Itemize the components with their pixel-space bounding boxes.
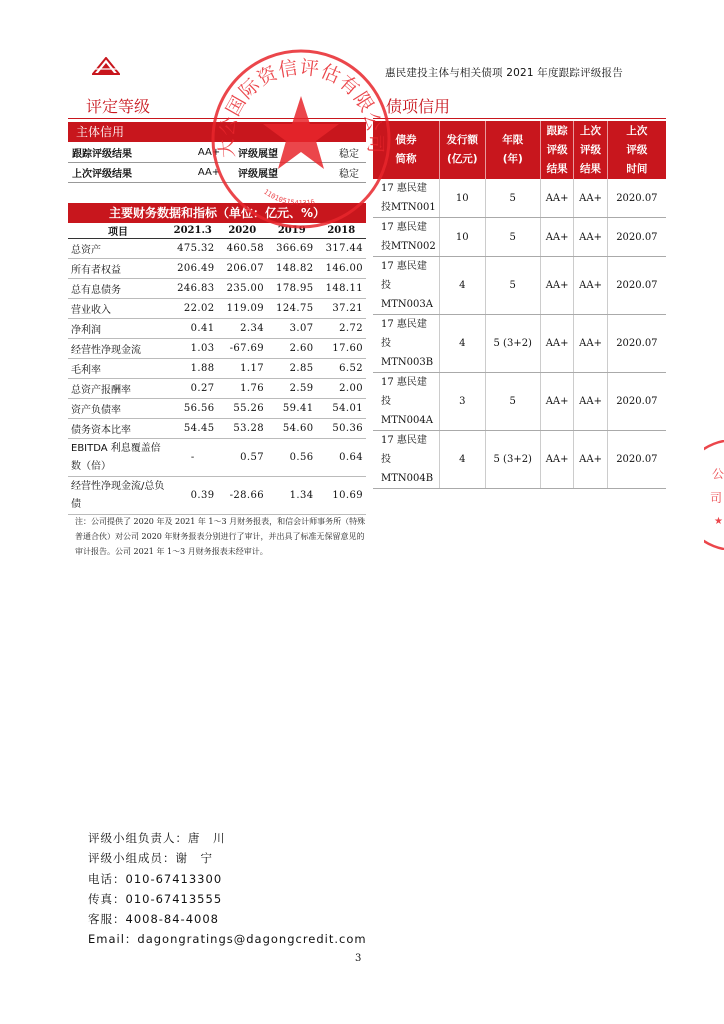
financial-value: 0.64 <box>317 439 367 477</box>
issuer-label: 上次评级结果 <box>68 163 184 183</box>
financial-item-label: 营业收入 <box>68 299 168 319</box>
financial-value: 17.60 <box>317 339 367 359</box>
financial-value: 2.34 <box>218 319 268 339</box>
table-row <box>373 218 666 257</box>
financials-bar: 主要财务数据和指标（单位：亿元、%） <box>68 203 366 223</box>
financial-value: 366.69 <box>267 239 317 259</box>
table-row <box>68 279 366 299</box>
bond-previous: AA+ <box>574 373 607 431</box>
bond-amount: 10 <box>440 179 486 218</box>
bond-date: 2020.07 <box>607 179 666 218</box>
bond-previous: AA+ <box>574 315 607 373</box>
financial-value: 59.41 <box>267 399 317 419</box>
bond-current: AA+ <box>540 257 573 315</box>
column-header-line: 评级 <box>626 143 648 156</box>
table-row <box>68 319 366 339</box>
table-row <box>68 239 366 259</box>
contacts-block <box>88 828 367 950</box>
financials-table <box>68 223 366 515</box>
issuer-credit-bar: 主体信用 <box>68 122 366 142</box>
column-header-line: 上次 <box>626 124 648 137</box>
financial-value: 1.17 <box>218 359 268 379</box>
bond-date: 2020.07 <box>607 218 666 257</box>
financial-item-label: 毛利率 <box>68 359 168 379</box>
bond-current: AA+ <box>540 218 573 257</box>
report-header-title: 惠民建投主体与相关债项 2021 年度跟踪评级报告 <box>385 67 623 79</box>
table-row <box>68 299 366 319</box>
column-header-line: 年限 <box>502 134 524 146</box>
financial-item-label: 经营性净现金流/总负债 <box>68 477 168 515</box>
bond-name-line: 17 惠民建 <box>381 319 427 330</box>
bond-name-line: 投MTN004B <box>381 454 434 484</box>
section-title-rating: 评定等级 <box>86 97 151 116</box>
financial-value: 246.83 <box>168 279 218 299</box>
column-header <box>540 121 573 179</box>
bond-name-line: 17 惠民建 <box>381 183 427 194</box>
table-row <box>68 379 366 399</box>
financial-value: 0.41 <box>168 319 218 339</box>
column-header: 2019 <box>267 223 317 239</box>
phone-number: 电话：010-67413300 <box>88 871 223 886</box>
financial-item-label: 总资产报酬率 <box>68 379 168 399</box>
svg-text:公: 公 <box>712 467 724 481</box>
financial-value: 55.26 <box>218 399 268 419</box>
column-header <box>440 121 486 179</box>
financials-note: 注：公司提供了 2020 年及 2021 年 1～3 月财务报表，和信会计师事务所（特殊普通合伙）对公司 2020 年财务报表分别进行了审计，并出具了标准无保留意见的审计报告。公司 2021 年 1～3 月财务报表未经审计。 <box>75 517 366 556</box>
financial-item-label: EBITDA 利息覆盖倍数（倍） <box>68 439 168 477</box>
bond-term: 5 <box>485 373 540 431</box>
bond-current: AA+ <box>540 315 573 373</box>
svg-text:大公国际资信评估有限公司: 大公国际资信评估有限公司 <box>215 56 387 159</box>
financial-value: 0.56 <box>267 439 317 477</box>
column-header-line: 评级 <box>546 143 568 156</box>
service-hotline: 客服：4008-84-4008 <box>88 912 219 927</box>
financial-value: 119.09 <box>218 299 268 319</box>
table-row <box>373 179 666 218</box>
financial-value: 146.00 <box>317 259 367 279</box>
column-header-line: 结果 <box>546 162 568 175</box>
dagong-logo-icon <box>92 57 120 75</box>
issuer-label: 跟踪评级结果 <box>68 143 184 163</box>
financial-value: 206.49 <box>168 259 218 279</box>
bond-term: 5 (3+2) <box>485 315 540 373</box>
financial-value: 475.32 <box>168 239 218 259</box>
column-header-line: (亿元) <box>446 153 478 165</box>
financial-value: 54.60 <box>267 419 317 439</box>
financial-item-label: 净利润 <box>68 319 168 339</box>
column-header-line: (年) <box>502 153 523 165</box>
column-header-line: 跟踪 <box>546 124 568 137</box>
financial-value: 0.27 <box>168 379 218 399</box>
financial-value: 10.69 <box>317 477 367 515</box>
column-header-line: 简称 <box>395 153 417 165</box>
table-header-row <box>373 121 666 179</box>
financial-value: 206.07 <box>218 259 268 279</box>
bond-previous: AA+ <box>574 179 607 218</box>
financial-item-label: 资产负债率 <box>68 399 168 419</box>
financial-value: 2.59 <box>267 379 317 399</box>
bond-amount: 4 <box>440 315 486 373</box>
column-header: 项目 <box>68 223 168 239</box>
financial-item-label: 总资产 <box>68 239 168 259</box>
financial-value: 3.07 <box>267 319 317 339</box>
financial-value: 1.34 <box>267 477 317 515</box>
column-header: 2021.3 <box>168 223 218 239</box>
financial-value: 2.60 <box>267 339 317 359</box>
financial-item-label: 经营性净现金流 <box>68 339 168 359</box>
bond-current: AA+ <box>540 431 573 489</box>
bond-amount: 3 <box>440 373 486 431</box>
financial-value: 148.11 <box>317 279 367 299</box>
bond-current: AA+ <box>540 179 573 218</box>
table-row <box>373 373 666 431</box>
financial-value: 50.36 <box>317 419 367 439</box>
bond-date: 2020.07 <box>607 315 666 373</box>
table-row <box>373 431 666 489</box>
svg-text:司: 司 <box>710 491 723 505</box>
divider <box>373 118 666 119</box>
outlook-value: 稳定 <box>332 143 366 163</box>
financial-value: 1.03 <box>168 339 218 359</box>
bond-name-line: 投MTN002 <box>381 241 436 252</box>
column-header-line: 评级 <box>580 143 602 156</box>
bond-previous: AA+ <box>574 257 607 315</box>
bond-term: 5 (3+2) <box>485 431 540 489</box>
financial-value: -67.69 <box>218 339 268 359</box>
bond-date: 2020.07 <box>607 373 666 431</box>
bond-term: 5 <box>485 218 540 257</box>
fax-number: 传真：010-67413555 <box>88 891 223 906</box>
bond-name-line: 投MTN003B <box>381 338 434 368</box>
edge-seal-icon <box>704 440 724 550</box>
table-row <box>68 359 366 379</box>
bond-name-line: 17 惠民建 <box>381 222 427 233</box>
bond-name-line: 17 惠民建 <box>381 377 427 388</box>
financial-value: 2.72 <box>317 319 367 339</box>
issuer-value: AA+ <box>184 163 234 183</box>
financial-value: 37.21 <box>317 299 367 319</box>
email-address: Email：dagongratings@dagongcredit.com <box>88 932 367 947</box>
page-number: 3 <box>355 953 362 964</box>
column-header <box>485 121 540 179</box>
column-header <box>574 121 607 179</box>
table-row <box>373 257 666 315</box>
bond-current: AA+ <box>540 373 573 431</box>
financial-item-label: 总有息债务 <box>68 279 168 299</box>
financial-value: 148.82 <box>267 259 317 279</box>
rating-members: 评级小组成员：谢 宁 <box>88 851 213 866</box>
bond-amount: 10 <box>440 218 486 257</box>
outlook-label: 评级展望 <box>234 143 332 163</box>
bond-name-line: 投MTN001 <box>381 202 436 213</box>
column-header-line: 债券 <box>395 134 417 146</box>
section-title-bond-credit: 债项信用 <box>386 97 451 116</box>
outlook-value: 稳定 <box>332 163 366 183</box>
financial-item-label: 债务资本比率 <box>68 419 168 439</box>
company-seal-icon <box>206 44 396 234</box>
table-row <box>68 259 366 279</box>
bond-name-line: 17 惠民建 <box>381 435 427 446</box>
financial-value: 2.85 <box>267 359 317 379</box>
financial-value: 56.56 <box>168 399 218 419</box>
financial-value: -28.66 <box>218 477 268 515</box>
bond-previous: AA+ <box>574 431 607 489</box>
financial-item-label: 所有者权益 <box>68 259 168 279</box>
column-header-line: 发行额 <box>446 134 479 146</box>
financial-value: 235.00 <box>218 279 268 299</box>
column-header: 2018 <box>317 223 367 239</box>
bond-name-line: 投MTN003A <box>381 280 433 310</box>
financial-value: 0.57 <box>218 439 268 477</box>
financial-value: - <box>168 439 218 477</box>
financial-value: 1.76 <box>218 379 268 399</box>
bond-name <box>373 257 440 315</box>
svg-text:1101051541316: 1101051541316 <box>262 187 316 208</box>
bond-name-line: 17 惠民建 <box>381 261 427 272</box>
financial-value: 6.52 <box>317 359 367 379</box>
table-row <box>68 399 366 419</box>
column-header-line: 上次 <box>580 124 602 137</box>
bond-name <box>373 373 440 431</box>
financial-value: 54.01 <box>317 399 367 419</box>
table-row <box>68 439 366 477</box>
column-header <box>607 121 666 179</box>
financial-value: 317.44 <box>317 239 367 259</box>
issuer-value: AA+ <box>184 143 234 163</box>
bond-date: 2020.07 <box>607 257 666 315</box>
svg-text:★: ★ <box>714 516 723 527</box>
bond-name <box>373 315 440 373</box>
bond-term: 5 <box>485 257 540 315</box>
table-row <box>68 419 366 439</box>
financial-value: 2.00 <box>317 379 367 399</box>
bond-name-line: 投MTN004A <box>381 396 433 426</box>
table-row <box>68 477 366 515</box>
bond-amount: 4 <box>440 431 486 489</box>
financial-value: 178.95 <box>267 279 317 299</box>
financial-value: 0.39 <box>168 477 218 515</box>
table-row <box>68 339 366 359</box>
bond-amount: 4 <box>440 257 486 315</box>
financial-value: 1.88 <box>168 359 218 379</box>
bond-name <box>373 431 440 489</box>
bond-term: 5 <box>485 179 540 218</box>
column-header: 2020 <box>218 223 268 239</box>
financial-value: 22.02 <box>168 299 218 319</box>
outlook-label: 评级展望 <box>234 163 332 183</box>
rating-leader: 评级小组负责人：唐 川 <box>88 831 226 845</box>
column-header-line: 结果 <box>580 162 602 175</box>
bond-date: 2020.07 <box>607 431 666 489</box>
bond-credit-table <box>373 121 666 489</box>
financial-value: 54.45 <box>168 419 218 439</box>
financial-value: 124.75 <box>267 299 317 319</box>
table-row <box>373 315 666 373</box>
financial-value: 53.28 <box>218 419 268 439</box>
column-header-line: 时间 <box>626 162 648 175</box>
bond-previous: AA+ <box>574 218 607 257</box>
financial-value: 460.58 <box>218 239 268 259</box>
